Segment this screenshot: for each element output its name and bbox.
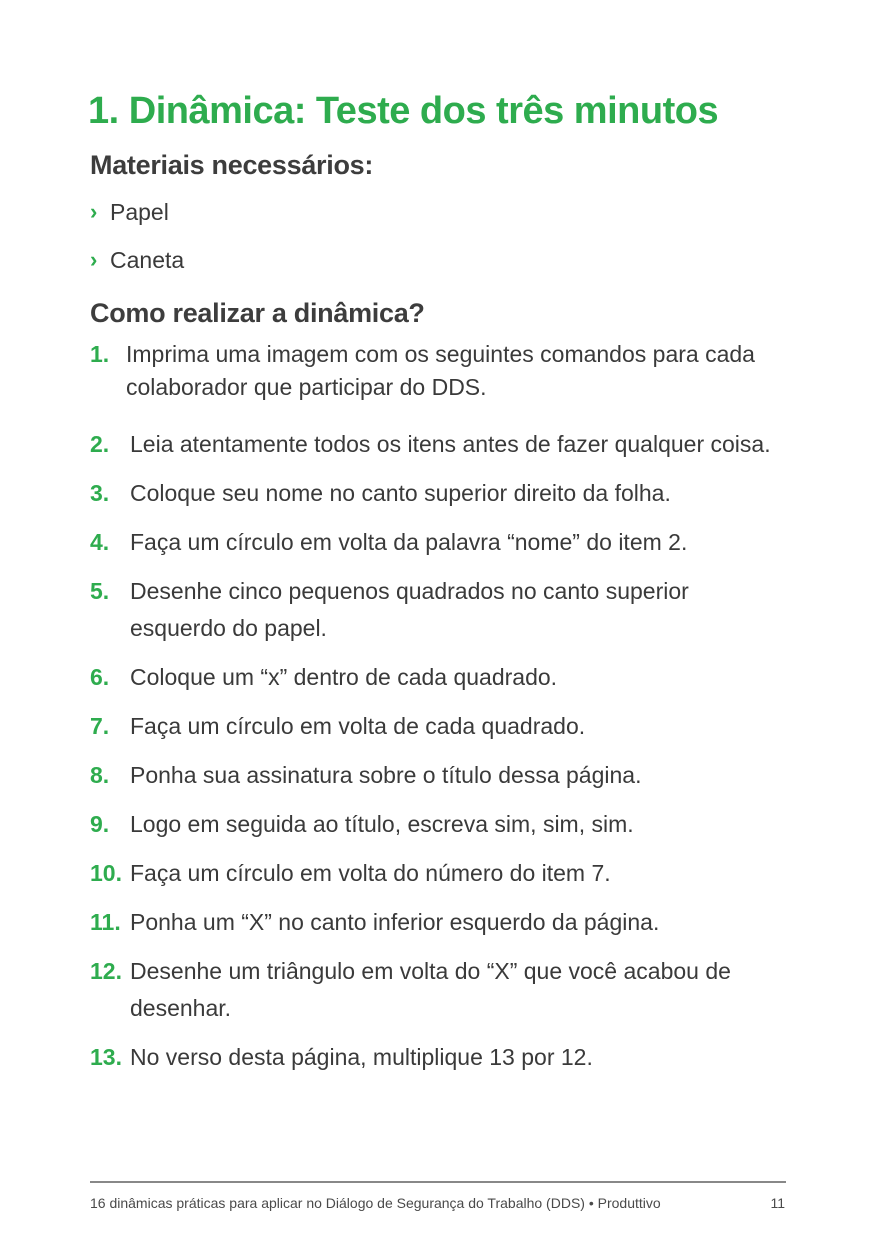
materials-heading: Materiais necessários: <box>90 150 374 180</box>
list-item <box>90 244 184 292</box>
step-text: Faça um círculo em volta de cada quadrado. <box>130 713 586 739</box>
step-item <box>90 426 790 463</box>
list-item <box>90 196 184 244</box>
step-text: Desenhe um triângulo em volta do “X” que você acabou de desenhar. <box>130 958 731 1021</box>
page-title: 1. Dinâmica: Teste dos três minutos <box>88 90 719 132</box>
step-text: Coloque um “x” dentro de cada quadrado. <box>130 664 558 690</box>
step-text: Coloque seu nome no canto superior direito da folha. <box>130 480 671 506</box>
step-number: 13. <box>90 1044 122 1070</box>
step-number: 6. <box>90 664 110 690</box>
step-text: Desenhe cinco pequenos quadrados no canto superior esquerdo do papel. <box>130 578 689 641</box>
step-item <box>90 806 790 843</box>
step-text: Logo em seguida ao título, escreva sim, sim, sim. <box>130 811 634 837</box>
step-text: Imprima uma imagem com os seguintes comandos para cada colaborador que participar do DDS. <box>126 341 755 400</box>
material-label: Papel <box>110 199 169 225</box>
step-item <box>90 855 790 892</box>
step-item <box>90 708 790 745</box>
step-number: 1. <box>90 341 110 367</box>
step-number: 11. <box>90 909 121 935</box>
step-item <box>90 1039 790 1076</box>
material-label: Caneta <box>110 247 185 273</box>
step-item <box>90 475 790 512</box>
footer-divider <box>90 1181 786 1183</box>
chevron-right-icon: › <box>90 199 98 224</box>
step-number: 7. <box>90 713 110 739</box>
step-number: 9. <box>90 811 110 837</box>
step-item <box>90 659 790 696</box>
step-text: Ponha sua assinatura sobre o título dessa página. <box>130 762 642 788</box>
step-number: 2. <box>90 431 110 457</box>
step-number: 8. <box>90 762 110 788</box>
howto-heading: Como realizar a dinâmica? <box>90 298 425 328</box>
step-item <box>90 524 790 561</box>
step-number: 5. <box>90 578 110 604</box>
step-number: 12. <box>90 958 122 984</box>
footer-text: 16 dinâmicas práticas para aplicar no Diálogo de Segurança do Trabalho (DDS) • Produttivo <box>90 1195 661 1211</box>
step-item <box>90 953 790 1027</box>
step-item <box>90 573 790 647</box>
step-item <box>90 757 790 794</box>
step-item <box>90 338 790 404</box>
step-text: Leia atentamente todos os itens antes de fazer qualquer coisa. <box>130 431 771 457</box>
step-text: Faça um círculo em volta do número do item 7. <box>130 860 611 886</box>
step-text: No verso desta página, multiplique 13 por 12. <box>130 1044 593 1070</box>
step-text: Ponha um “X” no canto inferior esquerdo da página. <box>130 909 660 935</box>
page-number: 11 <box>770 1195 785 1211</box>
steps-list <box>90 338 790 1088</box>
chevron-right-icon: › <box>90 247 98 272</box>
step-number: 10. <box>90 860 122 886</box>
materials-list <box>90 196 184 292</box>
step-item <box>90 904 790 941</box>
step-number: 3. <box>90 480 110 506</box>
step-number: 4. <box>90 529 110 555</box>
step-text: Faça um círculo em volta da palavra “nome” do item 2. <box>130 529 688 555</box>
